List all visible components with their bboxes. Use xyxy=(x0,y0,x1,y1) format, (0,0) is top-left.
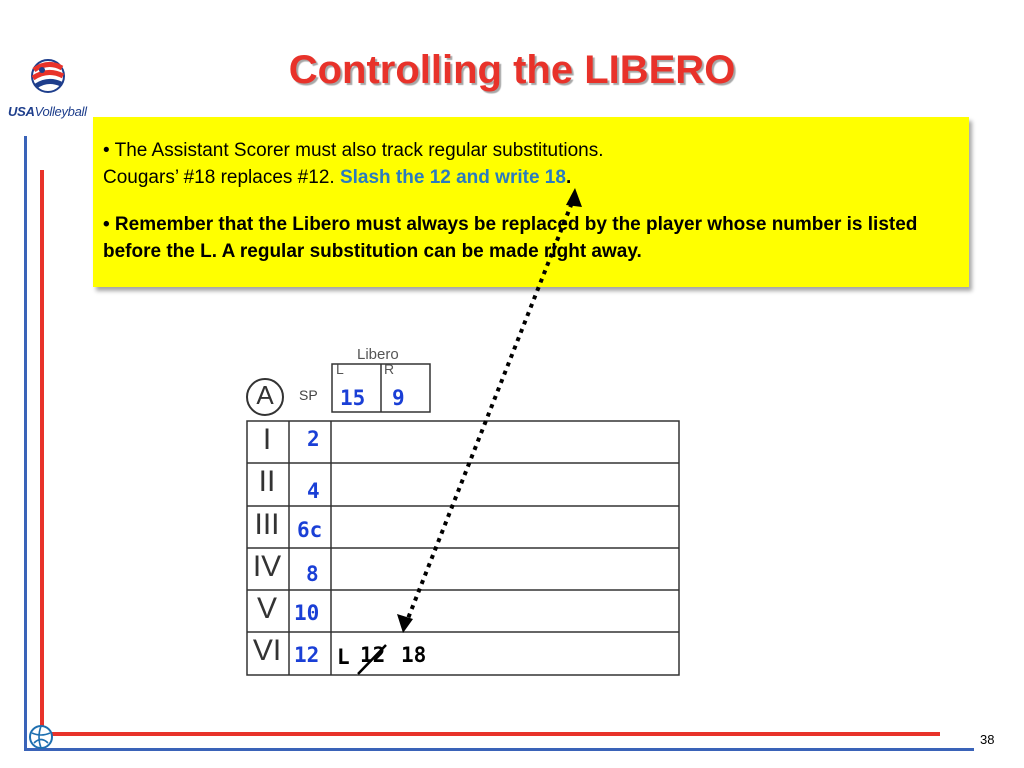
rotation-1-player: 2 xyxy=(307,427,320,451)
sub-entry-slashed: 12 xyxy=(360,643,386,667)
callout-bullet-2: • Remember that the Libero must always be replaced by the player whose number is listed before the L. A regular substitution can be made right away. xyxy=(103,214,918,262)
rotation-2-label: II xyxy=(258,465,276,498)
logo-usa: USA xyxy=(8,104,35,119)
rotation-3-label: III xyxy=(254,508,280,541)
sp-label: SP xyxy=(299,387,318,403)
sub-entry-new: 18 xyxy=(401,643,427,667)
arrow-head-top xyxy=(566,188,582,207)
rotation-3-player: 6c xyxy=(297,518,323,542)
libero-r-label: R xyxy=(384,361,395,377)
rotation-5-label: V xyxy=(256,592,277,625)
bullet1-line1: • The Assistant Scorer must also track regular substitutions. xyxy=(103,140,604,161)
page-number: 38 xyxy=(980,732,995,747)
rotation-5-player: 10 xyxy=(294,601,320,625)
bullet1-highlight: Slash the 12 and write 18 xyxy=(339,167,566,188)
sub-entry-l: L xyxy=(337,645,350,669)
rotation-4-player: 8 xyxy=(306,562,319,586)
rotation-2-player: 4 xyxy=(307,479,320,503)
rotation-6-label: VI xyxy=(252,634,282,667)
bullet1-line2: Cougars’ #18 replaces #12. xyxy=(103,167,340,188)
libero-r-value: 9 xyxy=(392,386,405,410)
slide-title: Controlling the LIBERO xyxy=(288,48,736,92)
libero-l-label: L xyxy=(336,361,344,377)
logo-volleyball: Volleyball xyxy=(34,104,87,119)
rotation-4-label: IV xyxy=(252,550,282,583)
team-letter: A xyxy=(256,380,274,410)
libero-l-value: 15 xyxy=(340,386,366,410)
rotation-6-player: 12 xyxy=(294,643,320,667)
bullet1-suffix: . xyxy=(565,167,572,188)
libero-label: Libero xyxy=(357,346,399,363)
rotation-1-label: I xyxy=(262,423,272,456)
